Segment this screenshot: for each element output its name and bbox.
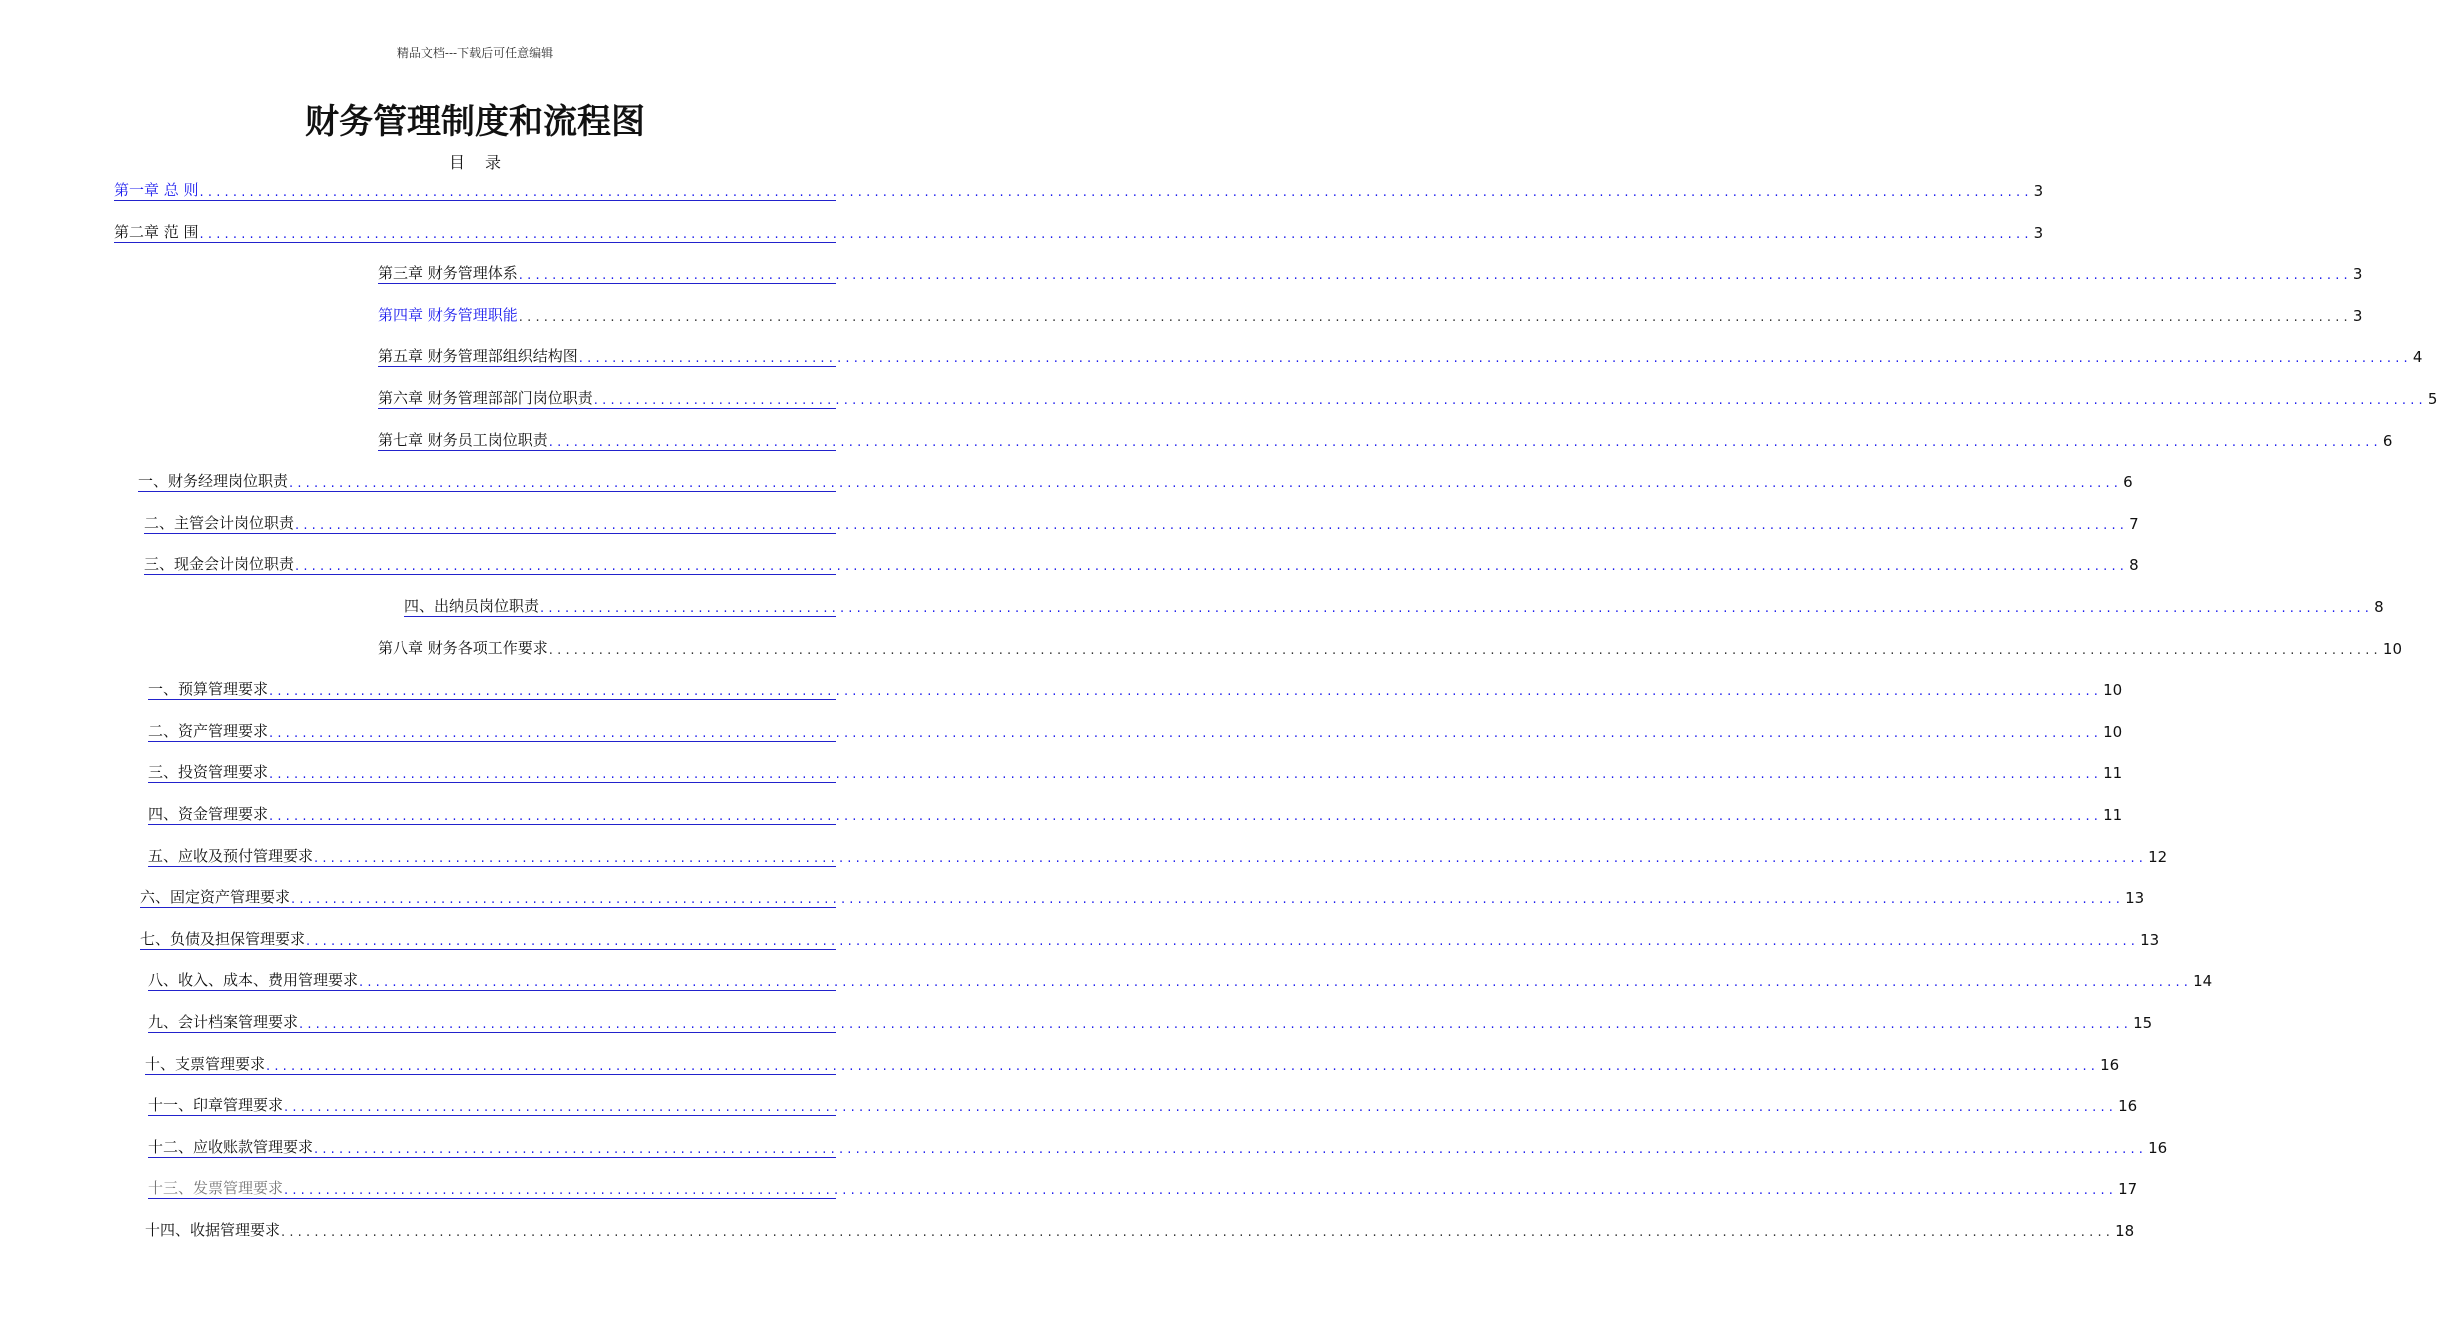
- toc-entry-page-number: 8: [2374, 598, 2384, 616]
- toc-entry[interactable]: [144, 552, 2139, 575]
- toc-entry-label: 第一章 总 则: [114, 181, 199, 199]
- toc-entry-label: 十四、收据管理要求: [145, 1221, 281, 1239]
- toc-entry-page-number: 3: [2352, 307, 2363, 325]
- toc-dot-leader: ............................................................................................................................................................................................................................: [578, 351, 2412, 366]
- toc-entry-label: 第二章 范 围: [114, 223, 199, 241]
- toc-dot-leader: ............................................................................................................................................................................................................................: [199, 227, 2033, 242]
- toc-dot-leader: ............................................................................................................................................................................................................................: [593, 393, 2427, 408]
- toc-dot-leader: ............................................................................................................................................................................................................................: [269, 684, 2103, 699]
- toc-entry[interactable]: [378, 303, 2363, 325]
- toc-entry-label: 四、资金管理要求: [148, 805, 269, 823]
- toc-entry-page-number: 16: [2118, 1097, 2138, 1115]
- toc-dot-leader: ............................................................................................................................................................................................................................: [199, 185, 2033, 200]
- toc-entry[interactable]: [140, 927, 2160, 950]
- toc-entry-page-number: 8: [2129, 556, 2139, 574]
- document-title: 财务管理制度和流程图: [305, 102, 645, 142]
- toc-dot-leader: ............................................................................................................................................................................................................................: [295, 559, 2129, 574]
- toc-dot-leader: ............................................................................................................................................................................................................................: [540, 601, 2374, 616]
- toc-entry[interactable]: [148, 844, 2168, 867]
- toc-dot-leader: ............................................................................................................................................................................................................................: [548, 435, 2382, 450]
- toc-dot-leader: ............................................................................................................................................................................................................................: [314, 1142, 2148, 1157]
- toc-dot-leader: ............................................................................................................................................................................................................................: [266, 1059, 2100, 1074]
- toc-entry-page-number: 3: [2352, 265, 2363, 283]
- toc-entry-page-number: 18: [2115, 1222, 2135, 1240]
- toc-entry-page-number: 12: [2148, 848, 2168, 866]
- toc-entry[interactable]: [148, 1093, 2138, 1116]
- toc-entry-page-number: 4: [2412, 348, 2423, 366]
- toc-entry-label: 第六章 财务管理部部门岗位职责: [378, 389, 593, 407]
- toc-entry-page-number: 16: [2148, 1139, 2168, 1157]
- toc-entry-page-number: 11: [2103, 806, 2123, 824]
- toc-entry-label: 第五章 财务管理部组织结构图: [378, 347, 578, 365]
- toc-entry[interactable]: [148, 1176, 2138, 1199]
- toc-entry[interactable]: [378, 636, 2402, 658]
- toc-entry[interactable]: [138, 469, 2133, 492]
- toc-dot-leader: ............................................................................................................................................................................................................................: [269, 809, 2103, 824]
- toc-entry[interactable]: [378, 428, 2393, 451]
- toc-entry-page-number: 17: [2118, 1180, 2138, 1198]
- toc-entry[interactable]: [378, 386, 2437, 409]
- toc-dot-leader: ............................................................................................................................................................................................................................: [314, 851, 2148, 866]
- toc-entry-label: 二、主管会计岗位职责: [144, 514, 295, 532]
- toc-entry[interactable]: [145, 1218, 2135, 1240]
- toc-dot-leader: ............................................................................................................................................................................................................................: [269, 767, 2103, 782]
- toc-entry-label: 五、应收及预付管理要求: [148, 847, 314, 865]
- toc-entry-label: 第七章 财务员工岗位职责: [378, 431, 548, 449]
- toc-dot-leader: ............................................................................................................................................................................................................................: [289, 476, 2123, 491]
- toc-entry-page-number: 13: [2140, 931, 2160, 949]
- toc-dot-leader: ............................................................................................................................................................................................................................: [291, 892, 2125, 907]
- toc-entry-page-number: 3: [2033, 182, 2044, 200]
- toc-entry[interactable]: [114, 178, 2044, 201]
- toc-entry[interactable]: [140, 885, 2145, 908]
- toc-entry[interactable]: [148, 1010, 2153, 1033]
- page-header: 精品文档---下载后可任意编辑: [396, 46, 554, 60]
- toc-entry-label: 十一、印章管理要求: [148, 1096, 284, 1114]
- toc-entry-label: 七、负债及担保管理要求: [140, 930, 306, 948]
- toc-entry-page-number: 6: [2382, 432, 2393, 450]
- toc-dot-leader: ............................................................................................................................................................................................................................: [281, 1225, 2115, 1240]
- toc-dot-leader: ............................................................................................................................................................................................................................: [518, 268, 2352, 283]
- toc-entry-label: 九、会计档案管理要求: [148, 1013, 299, 1031]
- toc-entry-page-number: 10: [2382, 640, 2402, 658]
- toc-dot-leader: ............................................................................................................................................................................................................................: [359, 975, 2193, 990]
- toc-entry[interactable]: [148, 802, 2123, 825]
- toc-entry[interactable]: [148, 968, 2213, 991]
- toc-entry-page-number: 15: [2133, 1014, 2153, 1032]
- toc-entry-page-number: 13: [2125, 889, 2145, 907]
- toc-entry-label: 三、投资管理要求: [148, 763, 269, 781]
- toc-heading: 目录: [448, 153, 521, 172]
- toc-entry-label: 十三、发票管理要求: [148, 1179, 284, 1197]
- toc-entry-label: 二、资产管理要求: [148, 722, 269, 740]
- toc-entry-label: 十、支票管理要求: [145, 1055, 266, 1073]
- toc-entry[interactable]: [378, 261, 2363, 284]
- toc-entry-page-number: 16: [2100, 1056, 2120, 1074]
- toc-dot-leader: ............................................................................................................................................................................................................................: [306, 934, 2140, 949]
- toc-entry-label: 第八章 财务各项工作要求: [378, 639, 548, 657]
- toc-entry-label: 四、出纳员岗位职责: [404, 597, 540, 615]
- toc-dot-leader: ............................................................................................................................................................................................................................: [548, 643, 2382, 658]
- toc-dot-leader: ............................................................................................................................................................................................................................: [269, 726, 2103, 741]
- toc-dot-leader: ............................................................................................................................................................................................................................: [518, 310, 2352, 325]
- toc-entry[interactable]: [144, 511, 2139, 534]
- toc-dot-leader: ............................................................................................................................................................................................................................: [284, 1183, 2118, 1198]
- toc-entry-page-number: 11: [2103, 764, 2123, 782]
- toc-entry-page-number: 7: [2129, 515, 2139, 533]
- toc-dot-leader: ............................................................................................................................................................................................................................: [295, 518, 2129, 533]
- toc-entry[interactable]: [148, 760, 2123, 783]
- toc-entry-page-number: 5: [2427, 390, 2437, 408]
- toc-entry-page-number: 14: [2193, 972, 2213, 990]
- toc-entry-label: 十二、应收账款管理要求: [148, 1138, 314, 1156]
- toc-entry-label: 三、现金会计岗位职责: [144, 555, 295, 573]
- toc-entry-label: 第四章 财务管理职能: [378, 306, 518, 324]
- toc-entry[interactable]: [378, 344, 2423, 367]
- toc-entry-page-number: 10: [2103, 723, 2123, 741]
- toc-entry[interactable]: [148, 719, 2123, 742]
- toc-entry[interactable]: [148, 677, 2123, 700]
- toc-entry-label: 八、收入、成本、费用管理要求: [148, 971, 359, 989]
- toc-entry-label: 一、财务经理岗位职责: [138, 472, 289, 490]
- toc-entry-label: 第三章 财务管理体系: [378, 264, 518, 282]
- toc-entry[interactable]: [114, 220, 2044, 243]
- toc-entry-page-number: 6: [2123, 473, 2133, 491]
- toc-dot-leader: ............................................................................................................................................................................................................................: [299, 1017, 2133, 1032]
- toc-entry-label: 一、预算管理要求: [148, 680, 269, 698]
- toc-entry-page-number: 10: [2103, 681, 2123, 699]
- toc-dot-leader: ............................................................................................................................................................................................................................: [284, 1100, 2118, 1115]
- toc-entry[interactable]: [145, 1052, 2120, 1075]
- toc-entry[interactable]: [148, 1135, 2168, 1158]
- toc-entry[interactable]: [404, 594, 2384, 617]
- toc-entry-label: 六、固定资产管理要求: [140, 888, 291, 906]
- toc-entry-page-number: 3: [2033, 224, 2044, 242]
